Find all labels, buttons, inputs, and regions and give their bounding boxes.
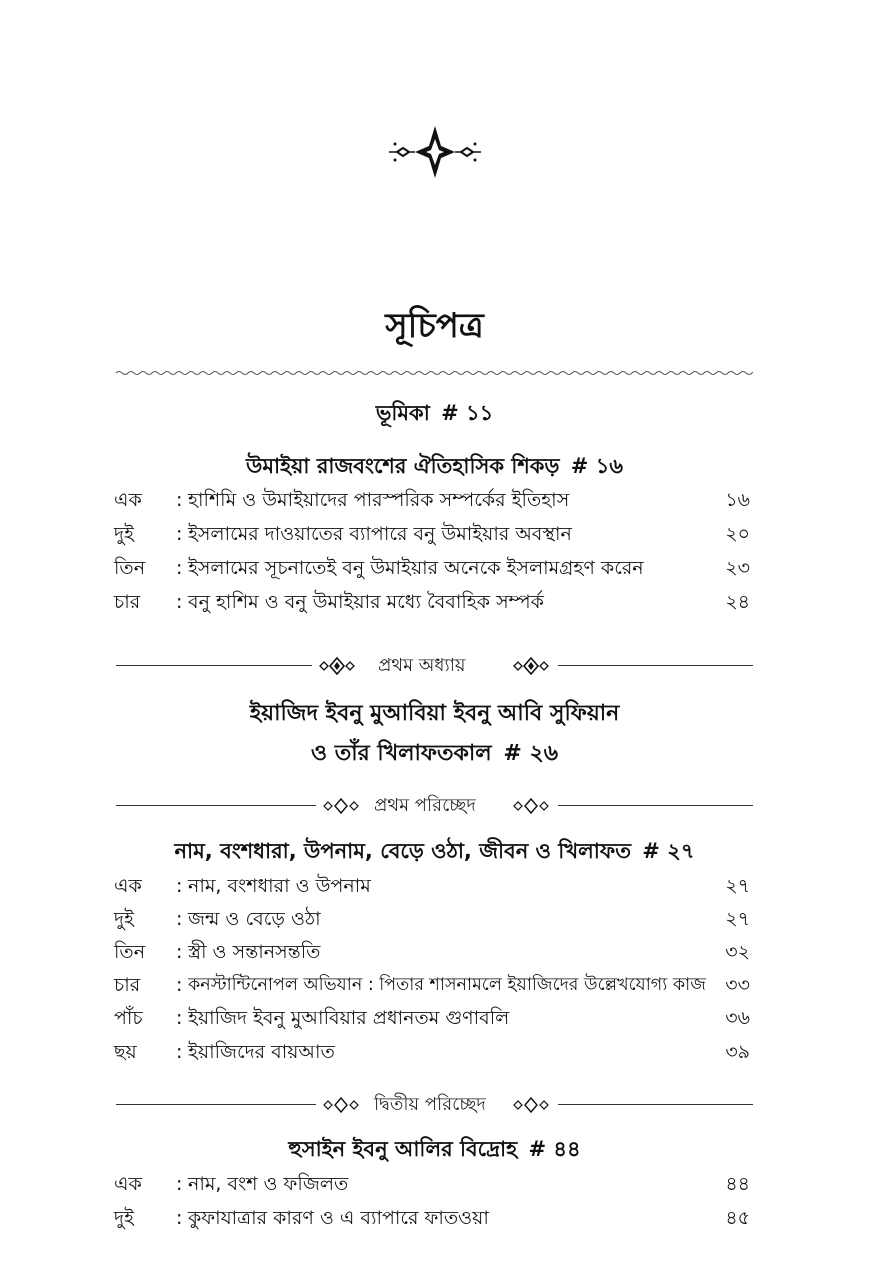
item-colon: :: [176, 974, 183, 996]
item-page: ৪৫: [725, 1207, 750, 1229]
toc-row[interactable]: [114, 871, 750, 901]
item-colon: :: [176, 1041, 183, 1063]
part2-title: হুসাইন ইবনু আলির বিদ্রোহ: [288, 1137, 518, 1161]
part1-title: নাম, বংশধারা, উপনাম, বেড়ে ওঠা, জীবন ও খিলাফত: [174, 839, 631, 863]
item-page: ২৭: [725, 875, 750, 897]
divider-line: [558, 805, 753, 806]
toc-row[interactable]: [114, 1037, 750, 1067]
item-number: দুই: [114, 523, 134, 545]
item-colon: :: [176, 591, 183, 613]
item-title: ইয়াজিদের বায়আত: [188, 1041, 335, 1063]
item-colon: :: [176, 941, 183, 963]
item-page: ৩২: [725, 941, 750, 963]
intro-label: ভূমিকা: [375, 401, 430, 425]
item-page: ৪৪: [725, 1173, 750, 1195]
item-colon: :: [176, 908, 183, 930]
toc-row[interactable]: [114, 904, 750, 934]
toc-row[interactable]: [114, 1169, 750, 1199]
toc-row[interactable]: [114, 519, 750, 549]
item-number: দুই: [114, 908, 134, 930]
divider-line: [558, 1104, 753, 1105]
divider-ornament-icon: [318, 1096, 364, 1114]
item-colon: :: [176, 557, 183, 579]
part1-heading[interactable]: [0, 835, 869, 870]
divider-ornament-icon: [318, 797, 364, 815]
chapter1-page: # ২৬: [503, 741, 559, 766]
divider-ornament-icon: [508, 657, 554, 675]
item-number: ছয়: [114, 1041, 137, 1063]
part-divider: [116, 1092, 753, 1118]
item-number: এক: [114, 489, 142, 511]
item-page: ২০: [725, 523, 750, 545]
item-number: এক: [114, 875, 142, 897]
divider-line: [558, 665, 753, 666]
item-colon: :: [176, 1207, 183, 1229]
divider-line: [116, 805, 316, 806]
item-number: তিন: [114, 941, 146, 963]
item-title: কনস্টান্টিনোপল অভিযান : পিতার শাসনামলে ইয়াজিদের উল্লেখযোগ্য কাজ: [188, 975, 706, 995]
item-page: ৩৯: [725, 1041, 750, 1063]
item-title: ইসলামের দাওয়াতের ব্যাপারে বনু উমাইয়ার অবস্থান: [188, 523, 572, 545]
page-title: সূচিপত্র: [385, 306, 484, 346]
chapter-divider: [116, 653, 753, 679]
item-title: হাশিমি ও উমাইয়াদের পারস্পরিক সম্পর্কের ইতিহাস: [188, 489, 570, 511]
toc-row[interactable]: [114, 970, 750, 1000]
wavy-divider-icon: [116, 364, 753, 376]
divider-line: [116, 1104, 316, 1105]
toc-row[interactable]: [114, 485, 750, 515]
chapter-label: প্রথম অধ্যায়: [378, 655, 466, 676]
item-title: নাম, বংশ ও ফজিলত: [188, 1173, 349, 1195]
item-title: নাম, বংশধারা ও উপনাম: [188, 875, 371, 897]
chapter1-title-line1[interactable]: ইয়াজিদ ইবনু মুআবিয়া ইবনু আবি সুফিয়ান: [249, 701, 620, 726]
item-colon: :: [176, 489, 183, 511]
divider-ornament-icon: [508, 1096, 554, 1114]
part-label: দ্বিতীয় পরিচ্ছেদ: [374, 1094, 486, 1115]
item-colon: :: [176, 523, 183, 545]
toc-row[interactable]: [114, 553, 750, 583]
item-colon: :: [176, 1007, 183, 1029]
toc-row[interactable]: [114, 937, 750, 967]
item-number: চার: [114, 591, 141, 613]
part2-page: # ৪৪: [528, 1137, 581, 1161]
item-colon: :: [176, 1173, 183, 1195]
section-umayya-title: উমাইয়া রাজবংশের ঐতিহাসিক শিকড়: [246, 454, 560, 478]
item-number: তিন: [114, 557, 146, 579]
item-number: চার: [114, 974, 141, 996]
item-title: জন্ম ও বেড়ে ওঠা: [188, 908, 321, 930]
part-divider: [116, 793, 753, 819]
divider-line: [116, 665, 312, 666]
intro-page: # ১১: [441, 401, 494, 425]
toc-row[interactable]: [114, 587, 750, 617]
item-number: দুই: [114, 1207, 134, 1229]
item-title: বনু হাশিম ও বনু উমাইয়ার মধ্যে বৈবাহিক সম্পর্ক: [188, 591, 544, 613]
section-umayya-heading[interactable]: [0, 450, 869, 485]
chapter1-title-line2[interactable]: [0, 736, 869, 773]
item-page: ৩৩: [725, 974, 750, 996]
item-page: ৩৬: [725, 1007, 750, 1029]
item-title: ইসলামের সূচনাতেই বনু উমাইয়ার অনেকে ইসলামগ্রহণ করেন: [188, 557, 644, 579]
divider-ornament-icon: [508, 797, 554, 815]
item-title: ইয়াজিদ ইবনু মুআবিয়ার প্রধানতম গুণাবলি: [188, 1007, 510, 1029]
item-page: ২৩: [725, 557, 750, 579]
toc-row[interactable]: [114, 1203, 750, 1233]
intro-heading[interactable]: [0, 397, 869, 432]
chapter1-title-text: ও তাঁর খিলাফতকাল: [310, 741, 492, 766]
item-title: কুফাযাত্রার কারণ ও এ ব্যাপারে ফাতওয়া: [188, 1207, 489, 1229]
item-page: ১৬: [725, 489, 750, 511]
ornament-top-icon: [0, 122, 869, 182]
item-colon: :: [176, 875, 183, 897]
item-page: ২৭: [725, 908, 750, 930]
item-page: ২৪: [725, 591, 750, 613]
item-number: পাঁচ: [114, 1007, 143, 1029]
toc-row[interactable]: [114, 1003, 750, 1033]
part-label: প্রথম পরিচ্ছেদ: [374, 795, 476, 816]
item-title: স্ত্রী ও সন্তানসন্ততি: [188, 941, 321, 963]
part1-page: # ২৭: [642, 839, 695, 863]
item-number: এক: [114, 1173, 142, 1195]
section-umayya-page: # ১৬: [570, 454, 623, 478]
divider-ornament-icon: [314, 657, 360, 675]
part2-heading[interactable]: [0, 1133, 869, 1168]
